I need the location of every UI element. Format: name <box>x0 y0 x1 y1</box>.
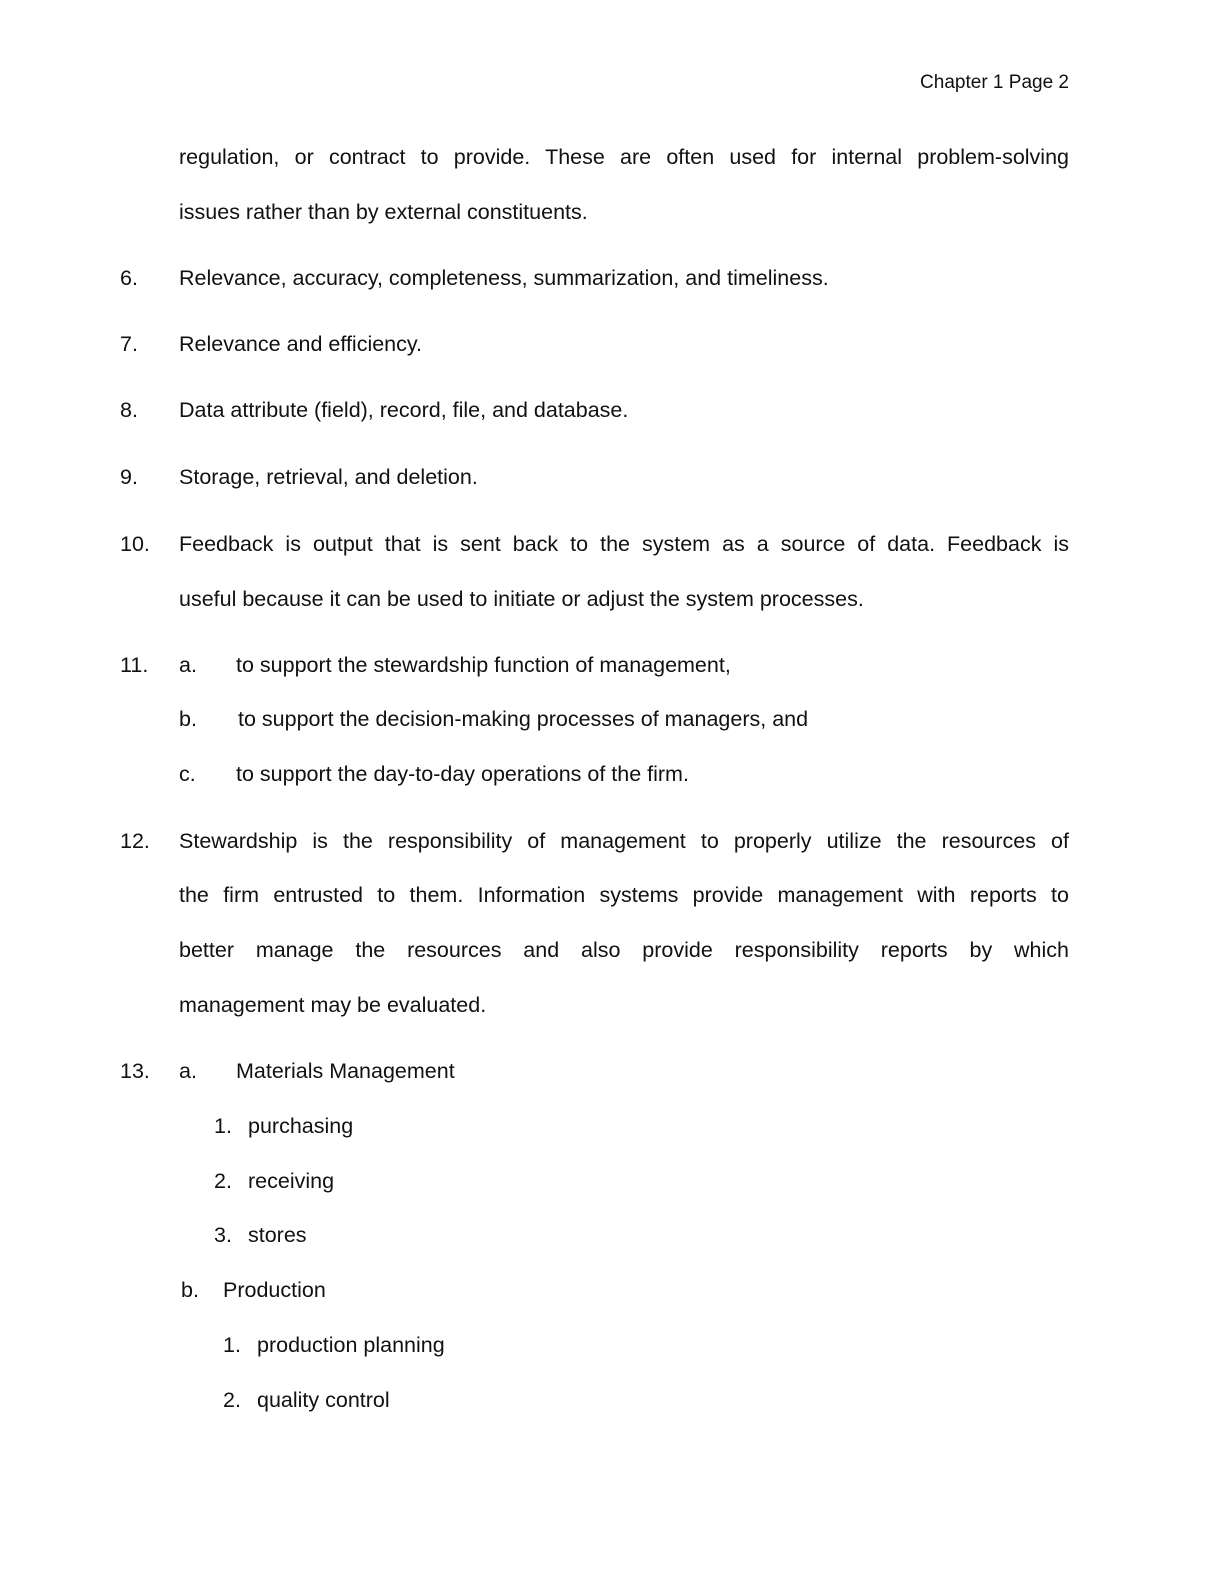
item-13-a-sub-1-text: purchasing <box>248 1114 354 1138</box>
item-9-number: 9. <box>120 465 138 489</box>
item-13-a-sub-2-number: 2. <box>214 1169 232 1193</box>
item-13-b-text: Production <box>223 1278 326 1302</box>
item-12-line-3: better manage the resources and also provide responsibility reports by which <box>179 938 1069 962</box>
item-13-a-text: Materials Management <box>236 1059 455 1083</box>
item-6-number: 6. <box>120 266 138 290</box>
item-13-a-sub-3-text: stores <box>248 1223 307 1247</box>
item-13-a-sub-3-number: 3. <box>214 1223 232 1247</box>
item-13-b-sub-2-number: 2. <box>223 1388 241 1412</box>
item-13-b-sub-1-text: production planning <box>257 1333 445 1357</box>
item-6-text: Relevance, accuracy, completeness, summarization, and timeliness. <box>179 266 829 290</box>
item-7-number: 7. <box>120 332 138 356</box>
item-13-number: 13. <box>120 1059 150 1083</box>
page-header: Chapter 1 Page 2 <box>920 72 1069 93</box>
item-11-c-label: c. <box>179 762 196 786</box>
item-13-a-sub-2-text: receiving <box>248 1169 335 1193</box>
item-11-number: 11. <box>120 653 149 677</box>
item-11-a-text: to support the stewardship function of management, <box>236 653 731 677</box>
item-7-text: Relevance and efficiency. <box>179 332 423 356</box>
item-11-b-label: b. <box>179 707 197 731</box>
item-11-c-text: to support the day-to-day operations of the firm. <box>236 762 689 786</box>
item-12-line-1: Stewardship is the responsibility of management to properly utilize the resources of <box>179 829 1069 853</box>
item-10-line-2: useful because it can be used to initiate or adjust the system processes. <box>179 587 864 611</box>
item-13-b-label: b. <box>181 1278 199 1302</box>
item-12-number: 12. <box>120 829 150 853</box>
item-12-line-2: the firm entrusted to them. Information systems provide management with reports to <box>179 883 1069 907</box>
item-13-b-sub-2-text: quality control <box>257 1388 390 1412</box>
item-12-line-4: management may be evaluated. <box>179 993 487 1017</box>
item-10-number: 10. <box>120 532 150 556</box>
item-8-number: 8. <box>120 398 138 422</box>
item-13-b-sub-1-number: 1. <box>223 1333 241 1357</box>
item-10-line-1: Feedback is output that is sent back to the system as a source of data. Feedback is <box>179 532 1069 556</box>
continuation-line-1: regulation, or contract to provide. These are often used for internal problem-solving <box>179 145 1069 169</box>
item-11-b-text: to support the decision-making processes of managers, and <box>238 707 809 731</box>
continuation-line-2: issues rather than by external constituents. <box>179 200 588 224</box>
item-13-a-label: a. <box>179 1059 197 1083</box>
item-13-a-sub-1-number: 1. <box>214 1114 232 1138</box>
item-11-a-label: a. <box>179 653 197 677</box>
item-8-text: Data attribute (field), record, file, and database. <box>179 398 629 422</box>
item-9-text: Storage, retrieval, and deletion. <box>179 465 478 489</box>
